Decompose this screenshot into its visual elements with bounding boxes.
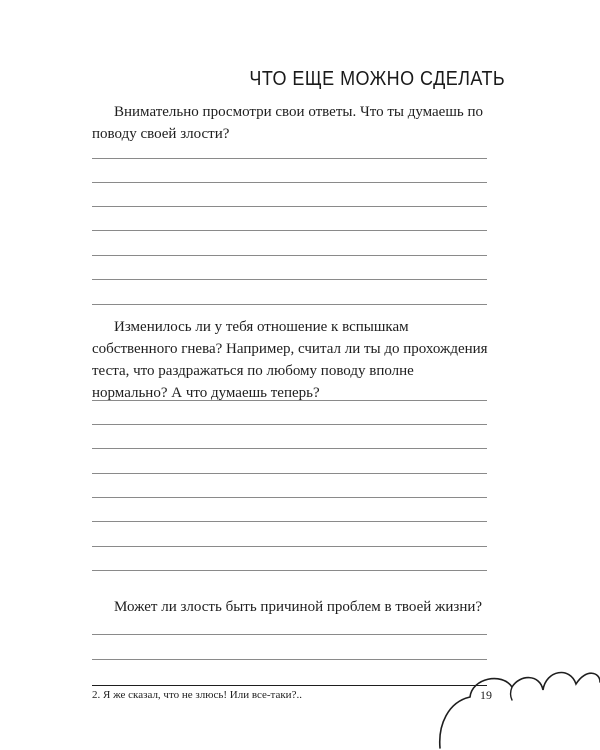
- question-3: Может ли злость быть причиной проблем в твоей жизни?: [114, 599, 483, 615]
- answer-line[interactable]: [92, 230, 487, 231]
- cloud-doodle-icon: [430, 640, 600, 750]
- answer-line[interactable]: [92, 473, 487, 474]
- answer-line[interactable]: [92, 279, 487, 280]
- answer-line[interactable]: [92, 570, 487, 571]
- page-title: ЧТО ЕЩЕ МОЖНО СДЕЛАТЬ: [249, 68, 505, 90]
- footer-rule: [92, 685, 487, 686]
- answer-line[interactable]: [92, 546, 487, 547]
- question-2: Изменилось ли у тебя отношение к вспышкам собственного гнева? Например, считал ли ты до прохождения теста, что раздражаться по любому поводу вполне нормально? А что думаешь теперь?: [92, 319, 488, 401]
- answer-line[interactable]: [92, 206, 487, 207]
- running-footer-title: 2. Я же сказал, что не злюсь! Или все-таки?..: [92, 689, 302, 701]
- answer-line[interactable]: [92, 448, 487, 449]
- page-number: 19: [480, 688, 492, 702]
- answer-line[interactable]: [92, 659, 487, 660]
- answer-line[interactable]: [92, 424, 487, 425]
- answer-line[interactable]: [92, 497, 487, 498]
- answer-line[interactable]: [92, 158, 487, 159]
- answer-line[interactable]: [92, 255, 487, 256]
- answer-line[interactable]: [92, 634, 487, 635]
- answer-line[interactable]: [92, 400, 487, 401]
- answer-line[interactable]: [92, 304, 487, 305]
- question-1: Внимательно просмотри свои ответы. Что ты думаешь по поводу своей злости?: [92, 104, 484, 142]
- answer-line[interactable]: [92, 182, 487, 183]
- answer-line[interactable]: [92, 521, 487, 522]
